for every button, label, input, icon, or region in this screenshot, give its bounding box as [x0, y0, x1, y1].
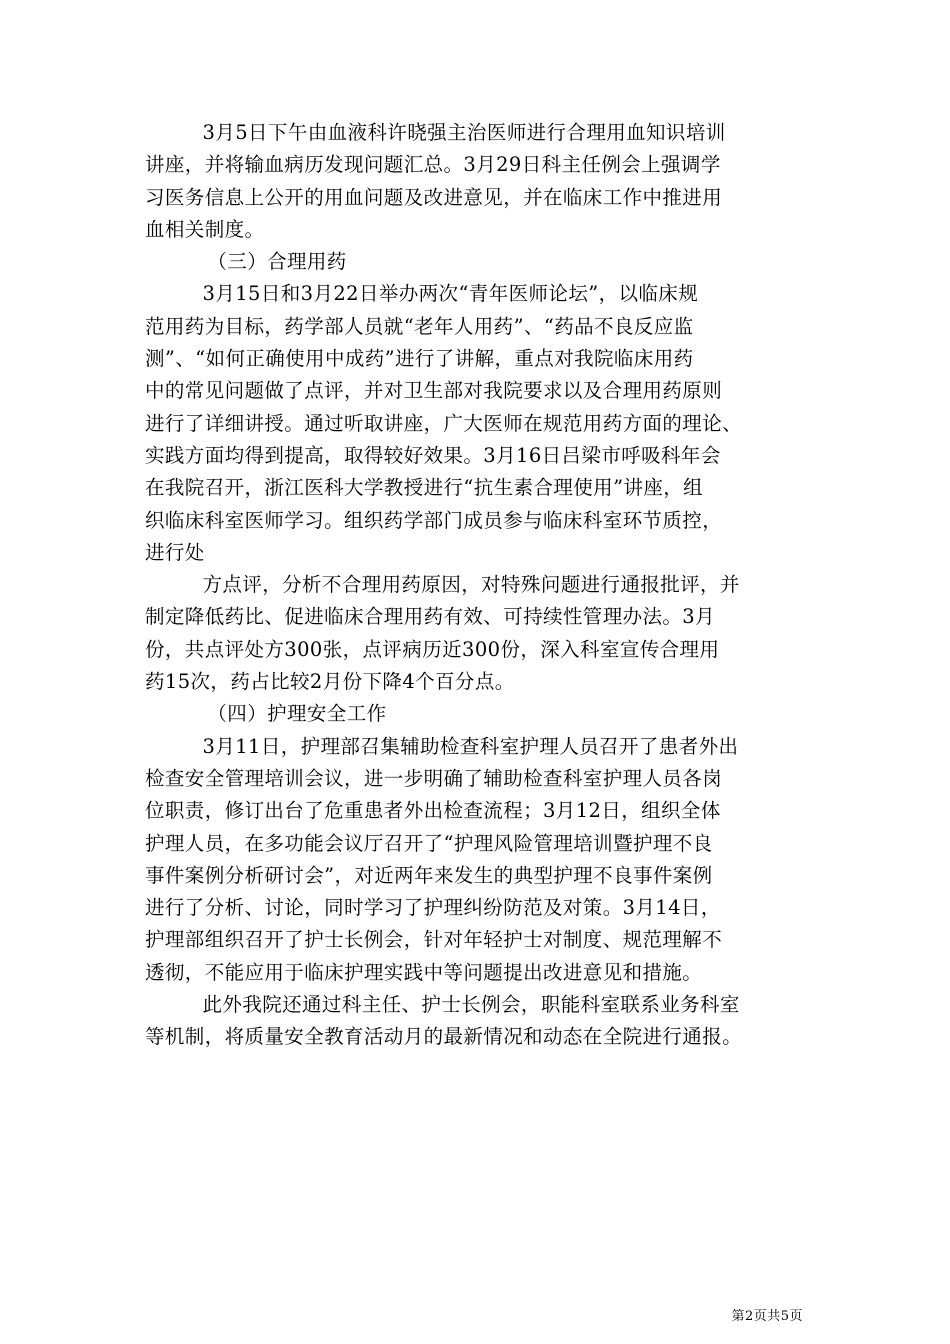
- text-line: 习医务信息上公开的用血问题及改进意见，并在临床工作中推进用: [145, 185, 723, 209]
- text-line: 范用药为目标，药学部人员就“老年人用药”、“药品不良反应监: [145, 314, 694, 338]
- text-line: 等机制，将质量安全教育活动月的最新情况和动态在全院进行通报。: [145, 1025, 743, 1049]
- text-line: 测”、“如何正确使用中成药”进行了讲解，重点对我院临床用药: [145, 347, 694, 371]
- text-line: 份，共点评处方300张，点评病历近300份，深入科室宣传合理用: [145, 637, 720, 661]
- text-line: 实践方面均得到提高，取得较好效果。3月16日吕梁市呼吸科年会: [145, 443, 721, 467]
- document-body: [145, 117, 810, 1054]
- text-line: 事件案例分析研讨会”，对近两年来发生的典型护理不良事件案例: [145, 863, 713, 887]
- text-line: 进行了分析、讨论，同时学习了护理纠纷防范及对策。3月14日，: [145, 896, 721, 920]
- section-heading-nursing-safety: （四）护理安全工作: [207, 702, 387, 726]
- section-heading-reasonable-medication: （三）合理用药: [207, 250, 347, 274]
- text-line: 制定降低药比、促进临床合理用药有效、可持续性管理办法。3月: [145, 605, 716, 629]
- text-line: 此外我院还通过科主任、护士长例会，职能科室联系业务科室: [202, 993, 740, 1017]
- text-line: 3月5日下午由血液科许晓强主治医师进行合理用血知识培训: [202, 121, 726, 144]
- text-line: 在我院召开，浙江医科大学教授进行“抗生素合理使用”讲座，组: [145, 476, 704, 500]
- page-number: 第2页共5页: [731, 1309, 803, 1324]
- text-line: 检查安全管理培训会议，进一步明确了辅助检查科室护理人员各岗: [145, 766, 723, 790]
- text-line: 血相关制度。: [145, 217, 265, 241]
- text-line: 护理人员，在多功能会议厅召开了“护理风险管理培训暨护理不良: [145, 831, 713, 855]
- text-line: 3月11日，护理部召集辅助检查科室护理人员召开了患者外出: [202, 734, 739, 758]
- text-line: 进行处: [145, 540, 205, 564]
- text-line: 3月15日和3月22日举办两次“青年医师论坛”，以临床规: [202, 282, 699, 306]
- text-line: 方点评，分析不合理用药原因，对特殊问题进行通报批评，并: [202, 573, 740, 597]
- text-line: 织临床科室医师学习。组织药学部门成员参与临床科室环节质控，: [145, 508, 723, 532]
- text-line: 进行了详细讲授。通过听取讲座，广大医师在规范用药方面的理论、: [145, 411, 743, 435]
- text-line: 护理部组织召开了护士长例会，针对年轻护士对制度、规范理解不: [145, 928, 723, 952]
- text-line: 讲座，并将输血病历发现问题汇总。3月29日科主任例会上强调学: [145, 153, 721, 177]
- text-line: 药15次，药占比较2月份下降4个百分点。: [145, 670, 515, 694]
- text-line: 透彻，不能应用于临床护理实践中等问题提出改进意见和措施。: [145, 960, 703, 984]
- text-line: 位职责，修订出台了危重患者外出检查流程；3月12日，组织全体: [145, 799, 721, 823]
- text-line: 中的常见问题做了点评，并对卫生部对我院要求以及合理用药原则: [145, 379, 723, 403]
